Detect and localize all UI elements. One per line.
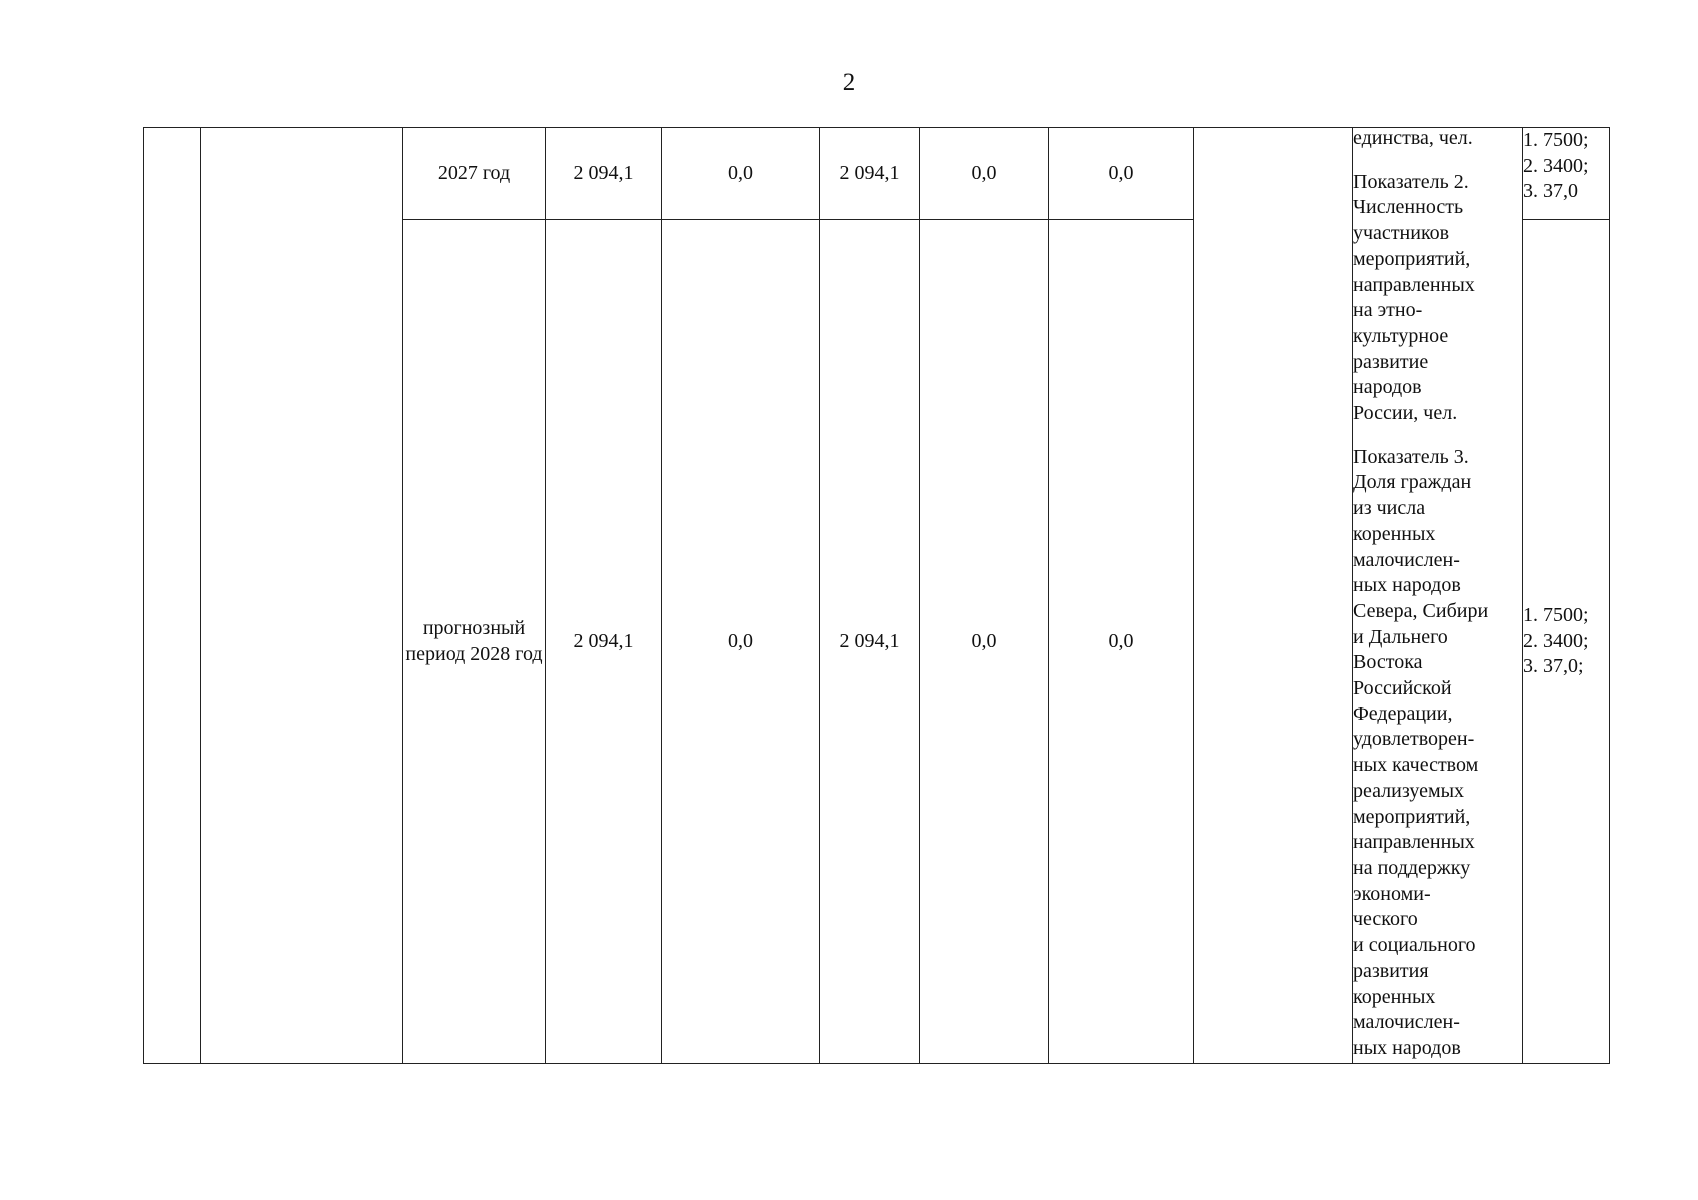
indicator-line: ных народов [1353,574,1461,597]
indicators-cell [1353,128,1523,1064]
indicator-line: и социального [1353,934,1476,957]
indicator-line: малочислен- [1353,548,1460,571]
value-cell: 0,0 [1049,220,1194,1064]
indicator-line: народов [1353,376,1422,399]
value-cell: 2 094,1 [820,128,920,220]
table-row [144,128,1610,220]
indicator-line: культурное [1353,324,1449,347]
indicator-line: ческого [1353,908,1418,931]
target-value: 2. 3400; [1523,154,1589,177]
indicator-line: мероприятий, [1353,805,1471,828]
indicator-line: единства, чел. [1353,128,1473,149]
indicator-line: экономи- [1353,882,1431,905]
target-value: 1. 7500; [1523,129,1589,151]
indicator-line: Федерации, [1353,702,1453,725]
indicator-line: мероприятий, [1353,247,1471,270]
indicator-line: Показатель 2. [1353,170,1469,193]
indicator-text [1353,445,1522,1062]
target-value: 3. 37,0; [1523,655,1584,678]
empty-name-cell [201,128,403,1064]
indicator-line: на этно- [1353,299,1423,322]
indicator-line: Численность [1353,196,1464,219]
value-cell: 0,0 [662,220,820,1064]
indicator-line: Севера, Сибири [1353,599,1489,622]
value-cell: 0,0 [1049,128,1194,220]
target-values-cell [1523,220,1610,1064]
target-value: 2. 3400; [1523,629,1589,652]
empty-number-cell [144,128,201,1064]
indicator-text [1353,128,1522,152]
indicator-line: ных качеством [1353,754,1479,777]
indicator-text [1353,170,1522,427]
indicator-line: развитие [1353,350,1429,373]
indicator-line: Российской [1353,677,1452,700]
indicator-line: коренных [1353,522,1436,545]
indicator-line: на поддержку [1353,856,1471,879]
indicator-line: России, чел. [1353,402,1458,425]
value-cell: 0,0 [920,220,1049,1064]
value-cell: 0,0 [662,128,820,220]
indicator-line: и Дальнего [1353,625,1448,648]
value-cell: 2 094,1 [820,220,920,1064]
indicator-line: коренных [1353,985,1436,1008]
target-value: 1. 7500; [1523,603,1589,626]
indicator-line: удовлетворен- [1353,728,1475,751]
target-value: 3. 37,0 [1523,180,1578,203]
indicator-line: направленных [1353,273,1475,296]
total-cell: 2 094,1 [546,220,662,1064]
indicator-line: направленных [1353,831,1475,854]
value-cell: 0,0 [920,128,1049,220]
period-cell: прогнозный период 2028 год [403,220,546,1064]
indicator-line: Востока [1353,651,1423,674]
indicator-line: Показатель 3. [1353,445,1469,468]
indicator-line: Доля граждан [1353,471,1472,494]
indicator-line: малочислен- [1353,1011,1460,1034]
page-number: 2 [842,69,856,96]
indicator-line: развития [1353,959,1429,982]
indicators-list [1353,128,1522,1063]
total-cell: 2 094,1 [546,128,662,220]
target-values-cell [1523,128,1610,220]
program-table [143,127,1610,1064]
indicator-line: ных народов [1353,1036,1461,1059]
period-cell: 2027 год [403,128,546,220]
indicator-line: из числа [1353,497,1426,520]
indicator-line: участников [1353,222,1450,245]
indicator-line: реализуемых [1353,779,1465,802]
empty-executor-cell [1194,128,1353,1064]
